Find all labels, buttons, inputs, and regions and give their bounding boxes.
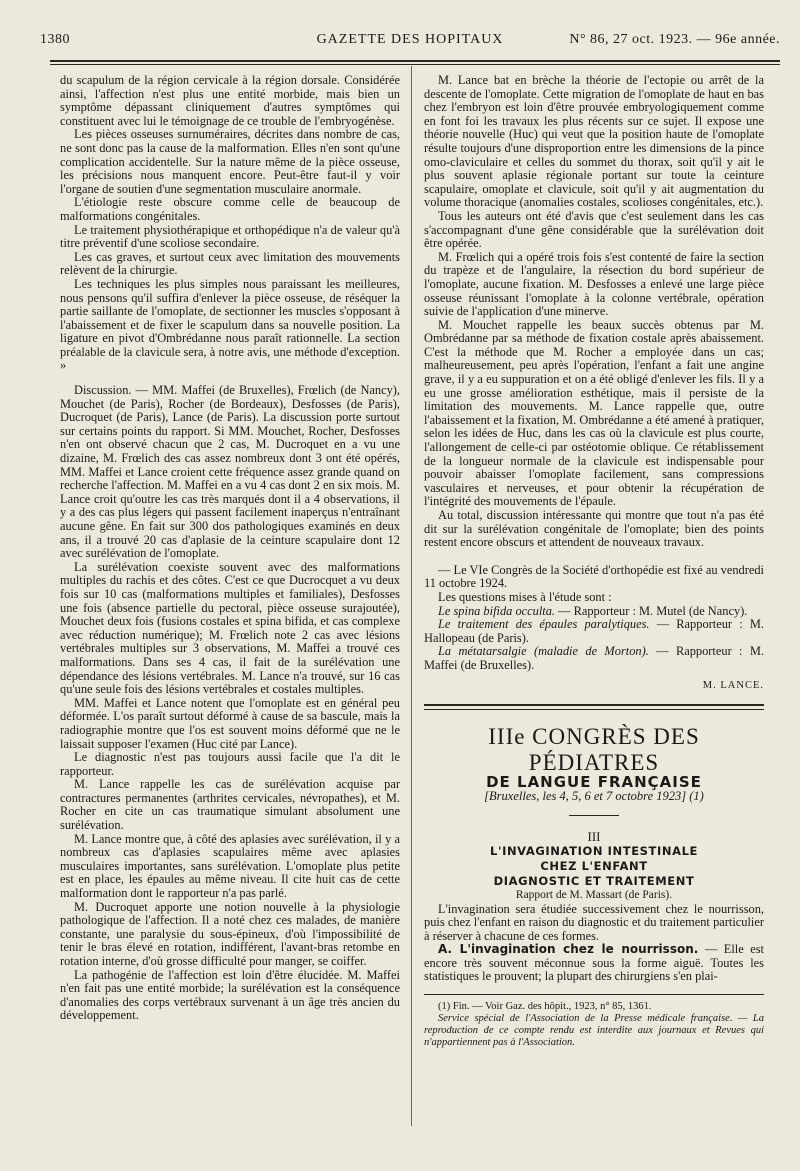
paragraph: Les pièces osseuses surnuméraires, décrites dans nombre de cas, ne sont donc pas la cause de la malformation. Elles n'en sont qu'une complication accidentelle. Sur la nature même de la pièce osseuse, les précisions nous manquent encore. Peut-être faut-il y voir l'organe de soutien d'une segmentation musculaire anormale. xyxy=(60,127,400,196)
congress-subtitle: DE LANGUE FRANÇAISE xyxy=(486,773,702,792)
paragraph: M. Lance rappelle les cas de surélévation acquise par contractures permanentes (arthrites cervicales, névropathes), et M. Rocher en cite un cas traumatique simulant absolument une surélévation. xyxy=(60,777,400,833)
question-item: Le spina bifida occulta. — Rapporteur : M. Mutel (de Nancy). xyxy=(438,603,748,618)
discussion-paragraph: Discussion. — MM. Maffei (de Bruxelles), Frœlich (de Nancy), Mouchet (de Paris), Rocher (de Bordeaux), Desfosses (de Paris), Ducroquet (de Paris), Lance (de Paris). La discussion porte surtout sur certains points du rapport. Si MM. Mouchet, Rocher, Desfosses n'en ont observé chacun que 2 cas, M. Ducroquet en a vu une dizaine, M. Frœlich des cas assez nombreux dont 3 ont été opérés, MM. Maffei et Lance croient cette fréquence assez grande quand on recherche l'affection. M. Maffei en a vu 4 cas dont 2 en six mois. M. Lance croit qu'outre les cas très marqués dont il a 4 observations, il y a des cas plus légers qui passent facilement inaperçus n'entraînant aucune gêne. En fait sur 300 dos pathologiques examinés en deux ans, il a trouvé 20 cas d'aplasie de la ceinture scapulaire dont 12 avec surélévation de l'omoplate. xyxy=(60,383,400,561)
header-rule-thin xyxy=(50,64,780,65)
left-column xyxy=(60,74,400,1023)
header-rule xyxy=(50,60,780,62)
paragraph: Le diagnostic n'est pas toujours aussi facile que l'a dit le rapporteur. xyxy=(60,750,400,778)
paragraph: Le traitement physiothérapique et orthopédique n'a de valeur qu'à titre préventif d'une scoliose secondaire. xyxy=(60,222,400,251)
byline: Rapport de M. Massart (de Paris). xyxy=(515,888,673,901)
questions-intro: Les questions mises à l'étude sont : xyxy=(438,589,612,604)
paragraph: Au total, discussion intéressante qui montre que tout n'a pas été dit sur la surélévation congénitale de l'omoplate; bien des points restent encore obscurs et attendent de nouveaux travaux. xyxy=(424,508,764,550)
footnote xyxy=(424,1001,764,1049)
paragraph: La pathogénie de l'affection est loin d'être élucidée. M. Maffei n'en fait pas une entité morbide; la surélévation est la conséquence d'anomalies des corps vertébraux survenant à un âge très ancien du développement. xyxy=(60,967,400,1023)
right-column xyxy=(424,74,764,1049)
page-number: 1380 xyxy=(40,32,70,47)
paragraph: A. L'invagination chez le nourrisson. — Elle est encore très souvent méconnue sous la forme aiguë. Toutes les statistiques le prouvent; la plupart des chirurgiens s'en plai- xyxy=(424,942,764,984)
subsection-lead: A. L'invagination chez le nourrisson. xyxy=(438,942,699,957)
footnote-line: (1) Fin. — Voir Gaz. des hôpit., 1923, n° 85, 1361. xyxy=(438,1001,652,1013)
article-heading-line: DIAGNOSTIC ET TRAITEMENT xyxy=(493,873,695,888)
column-divider xyxy=(411,66,412,1126)
short-rule xyxy=(569,815,619,816)
paragraph: M. Mouchet rappelle les beaux succès obtenus par M. Ombrédanne par sa méthode de fixation costale après abaissement. C'est la méthode que M. Rocher a employée dans un cas; malheureusement, peu après l'opération, l'enfant a fait une angine grave, il y a eu suppuration et on a été obligé d'enlever les fils. Il y a eu une grosse amélioration esthétique, mais il persiste de la limitation des mouvements. M. Lance rappelle que, outre l'abaissement et la fixation, M. Ombrédanne a été amené à pratiquer, selon les idées de Huc, dans les cas où la clavicule est plus courte, l'allongement de celle-ci par ostéotomie oblique. Ce rétablissement de la longueur normale de la clavicule est indispensable pour pouvoir abaisser l'omoplate facilement, sans compressions vasculaires et nerveuses, et pour obtenir la récupération de l'intégrité des mouvements de l'épaule. xyxy=(424,317,764,509)
section-number: III xyxy=(587,829,601,845)
congress-title: IIIe CONGRÈS DES PÉDIATRES xyxy=(488,724,700,776)
paragraph: MM. Maffei et Lance notent que l'omoplate est en général peu déformée. L'os paraît surtout déformé à cause de sa bascule, mais la radiographie montre que l'os est souvent moins déformé que ne le laissait supposer l'examen (Huc cité par Lance). xyxy=(60,695,400,751)
question-item: Le traitement des épaules paralytiques. — Rapporteur : M. Hallopeau (de Paris). xyxy=(424,617,764,645)
paragraph: Tous les auteurs ont été d'avis que c'est seulement dans les cas s'accompagnant d'une gêne considérable que la surélévation doit être opérée. xyxy=(424,208,764,251)
footnote-line: Service spécial de l'Association de la Presse médicale française. — La reproduction de ce compte rendu est interdite aux journaux et Revues qui n'appartiennent pas à l'Association. xyxy=(424,1013,764,1049)
page-header xyxy=(40,32,780,52)
announcement xyxy=(424,564,764,692)
paragraph: M. Ducroquet apporte une notion nouvelle à la physiologie pathologique de l'affection. Il a noté chez ces malades, de manière constante, une paralysie du sous-épineux, d'où l'impossibilité de tenir le bras élevé en rotation, indifférent, l'avant-bras retombe en rotation interne, d'où grosse difficulté pour manger, se coiffer. xyxy=(60,899,400,968)
paragraph: du scapulum de la région cervicale à la région dorsale. Considérée ainsi, l'affection n'est plus une entité morbide, mais bien un symptôme dépassant cliniquement d'autres symptômes qui constituent avec lui le témoignage de ce trouble de l'embryogénèse. xyxy=(60,73,400,128)
paragraph: M. Lance montre que, à côté des aplasies avec surélévation, il y a nombreux cas d'aplasies scapulaires même avec aplasies musculaires importantes, sans surélévation. L'omoplate plus petite est en place, les épaules au même niveau. Il cite huit cas de cette malformation dont le rapporteur n'a pas parlé. xyxy=(60,831,400,901)
paragraph: La surélévation coexiste souvent avec des malformations multiples du rachis et des côtes. C'est ce que Ducrocquet a vu deux fois sur 10 cas (malformations multiples et familiales), Desfosses une fois (absence partielle du pectoral, pièce osseuse surajoutée), Mouchet deux fois (fusions costales et spina bifida, et cas complexe avec réduction numérique); M. Frœlich note 2 cas avec lésions vertébrales multiples sur 3 observations, M. Maffei a trouvé ces malformations. Dans ses 4 cas, il fait de la surélévation une dépendance des lésions vertébrales. M. Lance n'a trouvé, sur 16 cas qu'une seule fois des lésions vertébrales et costales multiples. xyxy=(60,559,400,697)
announcement-lead: — Le VIe Congrès de la Société d'orthopédie est fixé au vendredi 11 octobre 1924. xyxy=(424,562,764,591)
issue-info: N° 86, 27 oct. 1923. — 96e année. xyxy=(569,32,780,47)
paragraph: M. Lance bat en brèche la théorie de l'ectopie ou arrêt de la descente de l'omoplate. Cette migration de l'omoplate de haut en bas chez l'embryon est loin d'être prouvée embryologiquement comme en font foi les travaux les plus récents sur ce sujet. Il expose une théorie nouvelle (Huc) qui veut que la position haute de l'omoplate résulte toujours d'une disproportion entre les dimensions de la pince omo-claviculaire et celles du sommet du thorax, soit qu'il y ait le plus souvent aplasie régionale portant sur toute la ceinture scapulaire, omoplate et clavicule, soit qu'il y ait augmentation du volume thoracique (anomalies costales, scolioses congénitales, etc.). xyxy=(424,73,764,210)
paragraph: Les cas graves, et surtout ceux avec limitation des mouvements relèvent de la chirurgie. xyxy=(60,249,400,278)
article-heading-line: CHEZ L'ENFANT xyxy=(540,858,648,873)
paragraph: L'étiologie reste obscure comme celle de beaucoup de malformations congénitales. xyxy=(60,195,400,223)
section-rule xyxy=(424,704,764,706)
paragraph: Les techniques les plus simples nous paraissant les meilleures, nous pensons qu'il suffira d'enlever la pièce osseuse, de réséquer la partie saillante de l'omoplate, de sectionner les muscles s'opposant à l'abaissement et de fixer le scapulum dans sa nouvelle position. La ligature en pivot d'Ombrédanne nous paraît rationnelle. La section préalable de la clavicule sera, à notre avis, une méthode d'exception. » xyxy=(60,276,400,373)
paragraph: M. Frœlich qui a opéré trois fois s'est contenté de faire la section du trapèze et de l'angulaire, la résection du bord supérieur de l'omoplate, aucune fixation. M. Desfosses a enlevé une large pièce osseuse réunissant l'omoplate à la colonne vertébrale, opération suivie de l'application d'une minerve. xyxy=(424,249,764,319)
section-rule-thin xyxy=(424,709,764,710)
question-item: La métatarsalgie (maladie de Morton). — Rapporteur : M. Maffei (de Bruxelles). xyxy=(424,644,764,672)
article-heading-line: L'INVAGINATION INTESTINALE xyxy=(490,843,698,858)
congress-dates: [Bruxelles, les 4, 5, 6 et 7 octobre 1923] (1) xyxy=(484,788,704,803)
footnote-rule xyxy=(424,994,764,995)
signature: M. LANCE. xyxy=(702,679,764,691)
journal-title: GAZETTE DES HOPITAUX xyxy=(316,32,504,47)
paragraph: L'invagination sera étudiée successivement chez le nourrisson, puis chez l'enfant en raison du diagnostic et du traitement particulier à réserver à chacune de ces formes. xyxy=(424,901,764,943)
